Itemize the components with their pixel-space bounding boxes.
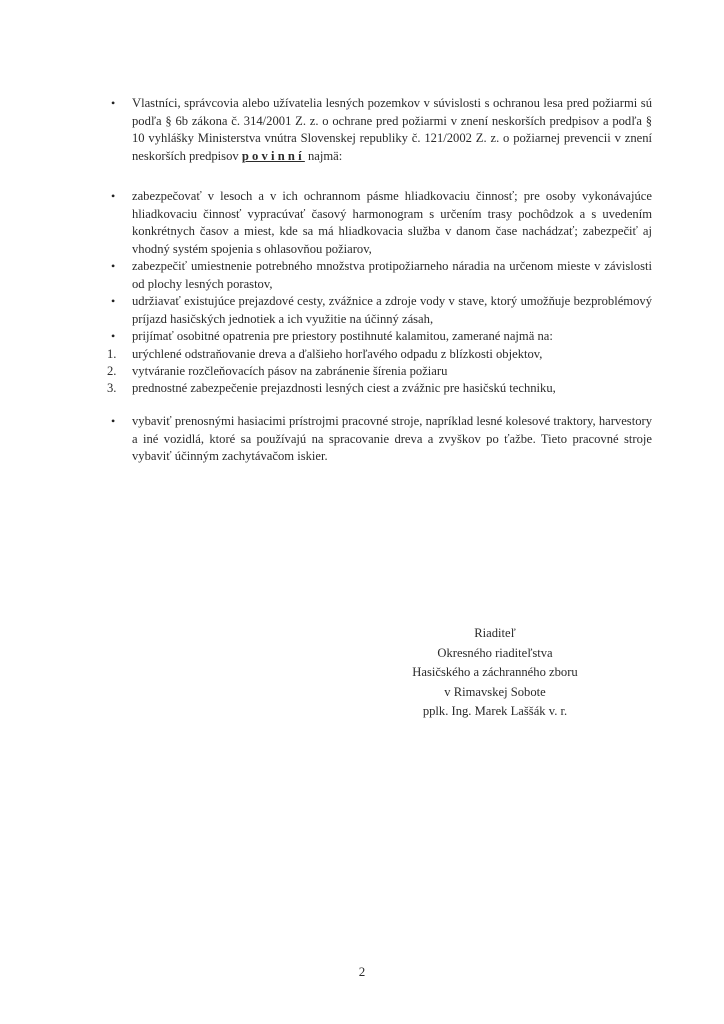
page-number: 2 xyxy=(358,964,366,979)
duty-item-2: zabezpečiť umiestnenie potrebného množstva protipožiarneho náradia na určenom mieste v závislosti od plochy lesných porastov, xyxy=(132,259,652,291)
duty-bullet-4: • xyxy=(111,329,116,343)
intro-emphasis: povinní xyxy=(241,148,305,163)
duty-item-1: zabezpečovať v lesoch a v ich ochrannom pásme hliadkovaciu činnosť; pre osoby vykonávajúce hliadkovaciu činnosť vypracúvať časový harmonogram s určením trasy pochôdzok a s uvedením konkrétnych časov a miest, kde sa má hliadkovacia služba v danom čase nachádzať; zabezpečiť aj vhodný systém spojenia s ohlasovňou požiarov, xyxy=(132,189,652,256)
equipment-bullet: • xyxy=(111,414,116,428)
intro-text-after: najmä: xyxy=(304,148,343,163)
duty-bullet-2: • xyxy=(111,259,116,273)
signature-office: Okresného riaditeľstva xyxy=(437,645,553,660)
measure-number-2: 2. xyxy=(107,364,117,378)
measure-item-2: vytváranie rozčleňovacích pásov na zabránenie šírenia požiaru xyxy=(132,364,448,378)
signature-title: Riaditeľ xyxy=(474,626,516,640)
measure-item-3: prednostné zabezpečenie prejazdnosti lesných ciest a zvážnic pre hasičskú techniku, xyxy=(132,381,556,395)
duty-item-3: udržiavať existujúce prejazdové cesty, zvážnice a zdroje vody v stave, ktorý umožňuje bezproblémový príjazd hasičských jednotiek a ich využitie na účinný zásah, xyxy=(132,294,652,326)
intro-paragraph xyxy=(132,95,652,165)
measure-number-1: 1. xyxy=(107,347,117,361)
duty-bullet-3: • xyxy=(111,294,116,308)
equipment-paragraph: vybaviť prenosnými hasiacimi prístrojmi pracovné stroje, napríklad lesné kolesové traktory, harvestory a iné vozidlá, ktoré sa používajú na spracovanie dreva a zvyškov po ťažbe. Tieto pracovné stroje vybaviť účinným zachytávačom iskier. xyxy=(132,414,652,464)
intro-text-before: Vlastníci, správcovia alebo užívatelia lesných pozemkov v súvislosti s ochranou lesa pred požiarmi sú podľa § 6b zákona č. 314/2001 Z. z. o ochrane pred požiarmi v znení neskorších predpisov a podľa § 10 vyhlášky Ministerstva vnútra Slovenskej republiky č. 121/2002 Z. z. o požiarnej prevencii v znení neskorších predpisov xyxy=(132,96,652,163)
duty-bullet-1: • xyxy=(111,189,116,203)
signature-block xyxy=(400,624,590,722)
intro-bullet: • xyxy=(111,96,116,110)
signature-location: v Rimavskej Sobote xyxy=(444,684,546,699)
measure-item-1: urýchlené odstraňovanie dreva a ďalšieho horľavého odpadu z blízkosti objektov, xyxy=(132,347,543,361)
signature-unit: Hasičského a záchranného zboru xyxy=(412,665,578,679)
signature-name: pplk. Ing. Marek Laššák v. r. xyxy=(422,704,568,718)
duty-item-4: prijímať osobitné opatrenia pre priestory postihnuté kalamitou, zamerané najmä na: xyxy=(132,329,553,343)
measure-number-3: 3. xyxy=(107,381,117,395)
